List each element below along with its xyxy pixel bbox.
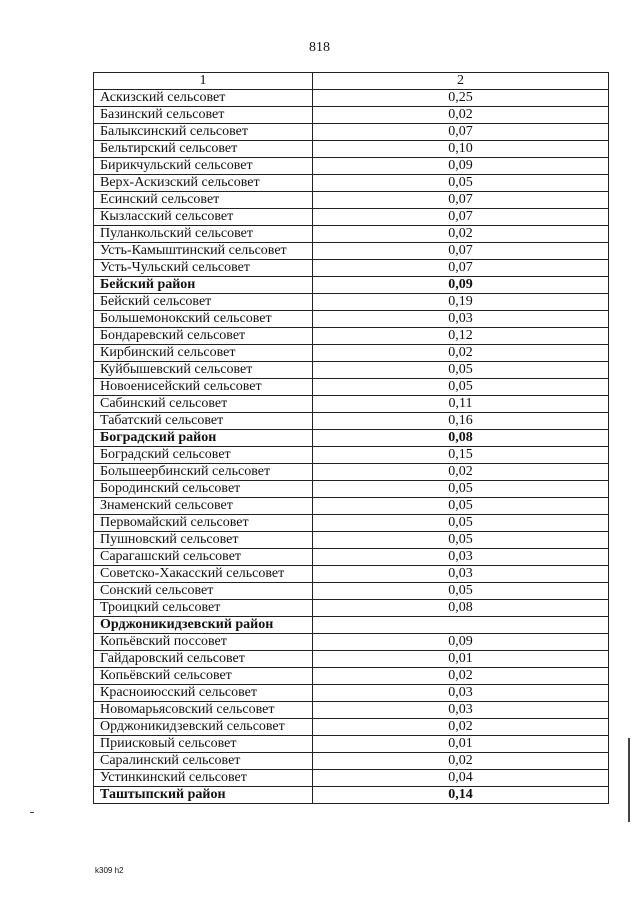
territory-name-cell: Бородинский сельсовет [94,481,313,498]
territory-name-cell: Первомайский сельсовет [94,515,313,532]
coefficient-value-cell: 0,05 [313,515,609,532]
coefficient-value-cell: 0,09 [313,158,609,175]
table-row [94,260,609,277]
footer-code: k309 h2 [95,866,124,875]
territory-name-cell: Бейский сельсовет [94,294,313,311]
territory-name-cell: Бельтирский сельсовет [94,141,313,158]
coefficient-value-cell: 0,16 [313,413,609,430]
coefficient-value-cell: 0,12 [313,328,609,345]
coefficient-value-cell: 0,02 [313,345,609,362]
territory-name-cell: Боградский сельсовет [94,447,313,464]
table-row [94,396,609,413]
table-row [94,226,609,243]
data-table-container [93,72,609,804]
table-row [94,362,609,379]
table-row [94,753,609,770]
coefficient-value-cell: 0,08 [313,600,609,617]
table-row [94,277,609,294]
territory-name-cell: Приисковый сельсовет [94,736,313,753]
table-row [94,345,609,362]
table-row [94,668,609,685]
table-row [94,770,609,787]
table-row [94,736,609,753]
table-row [94,685,609,702]
coefficient-value-cell: 0,05 [313,379,609,396]
coefficient-value-cell: 0,14 [313,787,609,804]
territory-name-cell: Сарагашский сельсовет [94,549,313,566]
scan-artifact-line [628,738,630,822]
coefficient-value-cell: 0,05 [313,532,609,549]
coefficient-value-cell: 0,01 [313,736,609,753]
coefficient-value-cell: 0,02 [313,753,609,770]
table-row [94,549,609,566]
coefficient-value-cell: 0,03 [313,549,609,566]
table-row [94,192,609,209]
table-row [94,583,609,600]
table-header [94,73,609,90]
table-row [94,209,609,226]
scan-artifact-dot [30,812,34,813]
header-col-2: 2 [313,73,609,90]
territory-name-cell: Бейский район [94,277,313,294]
territory-name-cell: Базинский сельсовет [94,107,313,124]
coefficient-value-cell: 0,07 [313,243,609,260]
territory-name-cell: Пуланкольский сельсовет [94,226,313,243]
coefficient-value-cell: 0,04 [313,770,609,787]
territory-name-cell: Пушновский сельсовет [94,532,313,549]
table-row [94,566,609,583]
coefficient-value-cell: 0,05 [313,583,609,600]
coefficient-value-cell: 0,05 [313,362,609,379]
coefficient-value-cell: 0,07 [313,192,609,209]
table-row [94,515,609,532]
coefficient-value-cell: 0,02 [313,668,609,685]
table-row [94,328,609,345]
table-row [94,294,609,311]
coefficient-value-cell: 0,07 [313,260,609,277]
coefficient-value-cell: 0,02 [313,226,609,243]
table-row [94,413,609,430]
coefficient-value-cell: 0,09 [313,277,609,294]
territory-name-cell: Есинский сельсовет [94,192,313,209]
territory-name-cell: Троицкий сельсовет [94,600,313,617]
coefficient-value-cell: 0,19 [313,294,609,311]
territory-name-cell: Кирбинский сельсовет [94,345,313,362]
table-row [94,379,609,396]
coefficient-value-cell: 0,08 [313,430,609,447]
table-row [94,719,609,736]
territory-name-cell: Усть-Чульский сельсовет [94,260,313,277]
territory-name-cell: Бирикчульский сельсовет [94,158,313,175]
coefficient-value-cell: 0,02 [313,107,609,124]
coefficient-value-cell [313,617,609,634]
table-row [94,702,609,719]
table-row [94,634,609,651]
coefficient-value-cell: 0,03 [313,311,609,328]
territory-name-cell: Таштыпский район [94,787,313,804]
territory-name-cell: Новомарьясовский сельсовет [94,702,313,719]
territory-name-cell: Копьёвский сельсовет [94,668,313,685]
territory-name-cell: Орджоникидзевский сельсовет [94,719,313,736]
table-row [94,107,609,124]
table-row [94,175,609,192]
territory-name-cell: Большемонокский сельсовет [94,311,313,328]
coefficient-value-cell: 0,03 [313,566,609,583]
territory-name-cell: Советско-Хакасский сельсовет [94,566,313,583]
coefficient-value-cell: 0,05 [313,175,609,192]
territory-name-cell: Кызласский сельсовет [94,209,313,226]
territory-name-cell: Красноиюсский сельсовет [94,685,313,702]
territory-name-cell: Большеербинский сельсовет [94,464,313,481]
page-number: 818 [309,40,330,55]
territory-name-cell: Сабинский сельсовет [94,396,313,413]
header-col-1: 1 [94,73,313,90]
coefficient-value-cell: 0,05 [313,481,609,498]
territory-name-cell: Копьёвский поссовет [94,634,313,651]
territory-name-cell: Сонский сельсовет [94,583,313,600]
territory-name-cell: Куйбышевский сельсовет [94,362,313,379]
table-row [94,243,609,260]
table-row [94,481,609,498]
table-row [94,158,609,175]
territory-name-cell: Знаменский сельсовет [94,498,313,515]
table-row [94,141,609,158]
coefficient-value-cell: 0,15 [313,447,609,464]
coefficient-value-cell: 0,25 [313,90,609,107]
table-row [94,430,609,447]
coefficient-value-cell: 0,03 [313,702,609,719]
coefficient-value-cell: 0,02 [313,719,609,736]
territory-name-cell: Новоенисейский сельсовет [94,379,313,396]
table-row [94,311,609,328]
territory-name-cell: Боградский район [94,430,313,447]
header-row [94,73,609,90]
table-row [94,600,609,617]
table-row [94,90,609,107]
data-table [93,72,609,804]
coefficient-value-cell: 0,11 [313,396,609,413]
coefficient-value-cell: 0,07 [313,124,609,141]
table-row [94,651,609,668]
territory-name-cell: Устинкинский сельсовет [94,770,313,787]
territory-name-cell: Орджоникидзевский район [94,617,313,634]
coefficient-value-cell: 0,10 [313,141,609,158]
table-row [94,787,609,804]
table-row [94,532,609,549]
table-row [94,498,609,515]
coefficient-value-cell: 0,07 [313,209,609,226]
table-row [94,464,609,481]
table-row [94,617,609,634]
territory-name-cell: Бондаревский сельсовет [94,328,313,345]
territory-name-cell: Саралинский сельсовет [94,753,313,770]
coefficient-value-cell: 0,03 [313,685,609,702]
coefficient-value-cell: 0,02 [313,464,609,481]
territory-name-cell: Аскизский сельсовет [94,90,313,107]
territory-name-cell: Усть-Камыштинский сельсовет [94,243,313,260]
table-row [94,124,609,141]
table-row [94,447,609,464]
coefficient-value-cell: 0,01 [313,651,609,668]
table-body [94,90,609,804]
territory-name-cell: Балыксинский сельсовет [94,124,313,141]
coefficient-value-cell: 0,09 [313,634,609,651]
territory-name-cell: Верх-Аскизский сельсовет [94,175,313,192]
territory-name-cell: Гайдаровский сельсовет [94,651,313,668]
coefficient-value-cell: 0,05 [313,498,609,515]
territory-name-cell: Табатский сельсовет [94,413,313,430]
